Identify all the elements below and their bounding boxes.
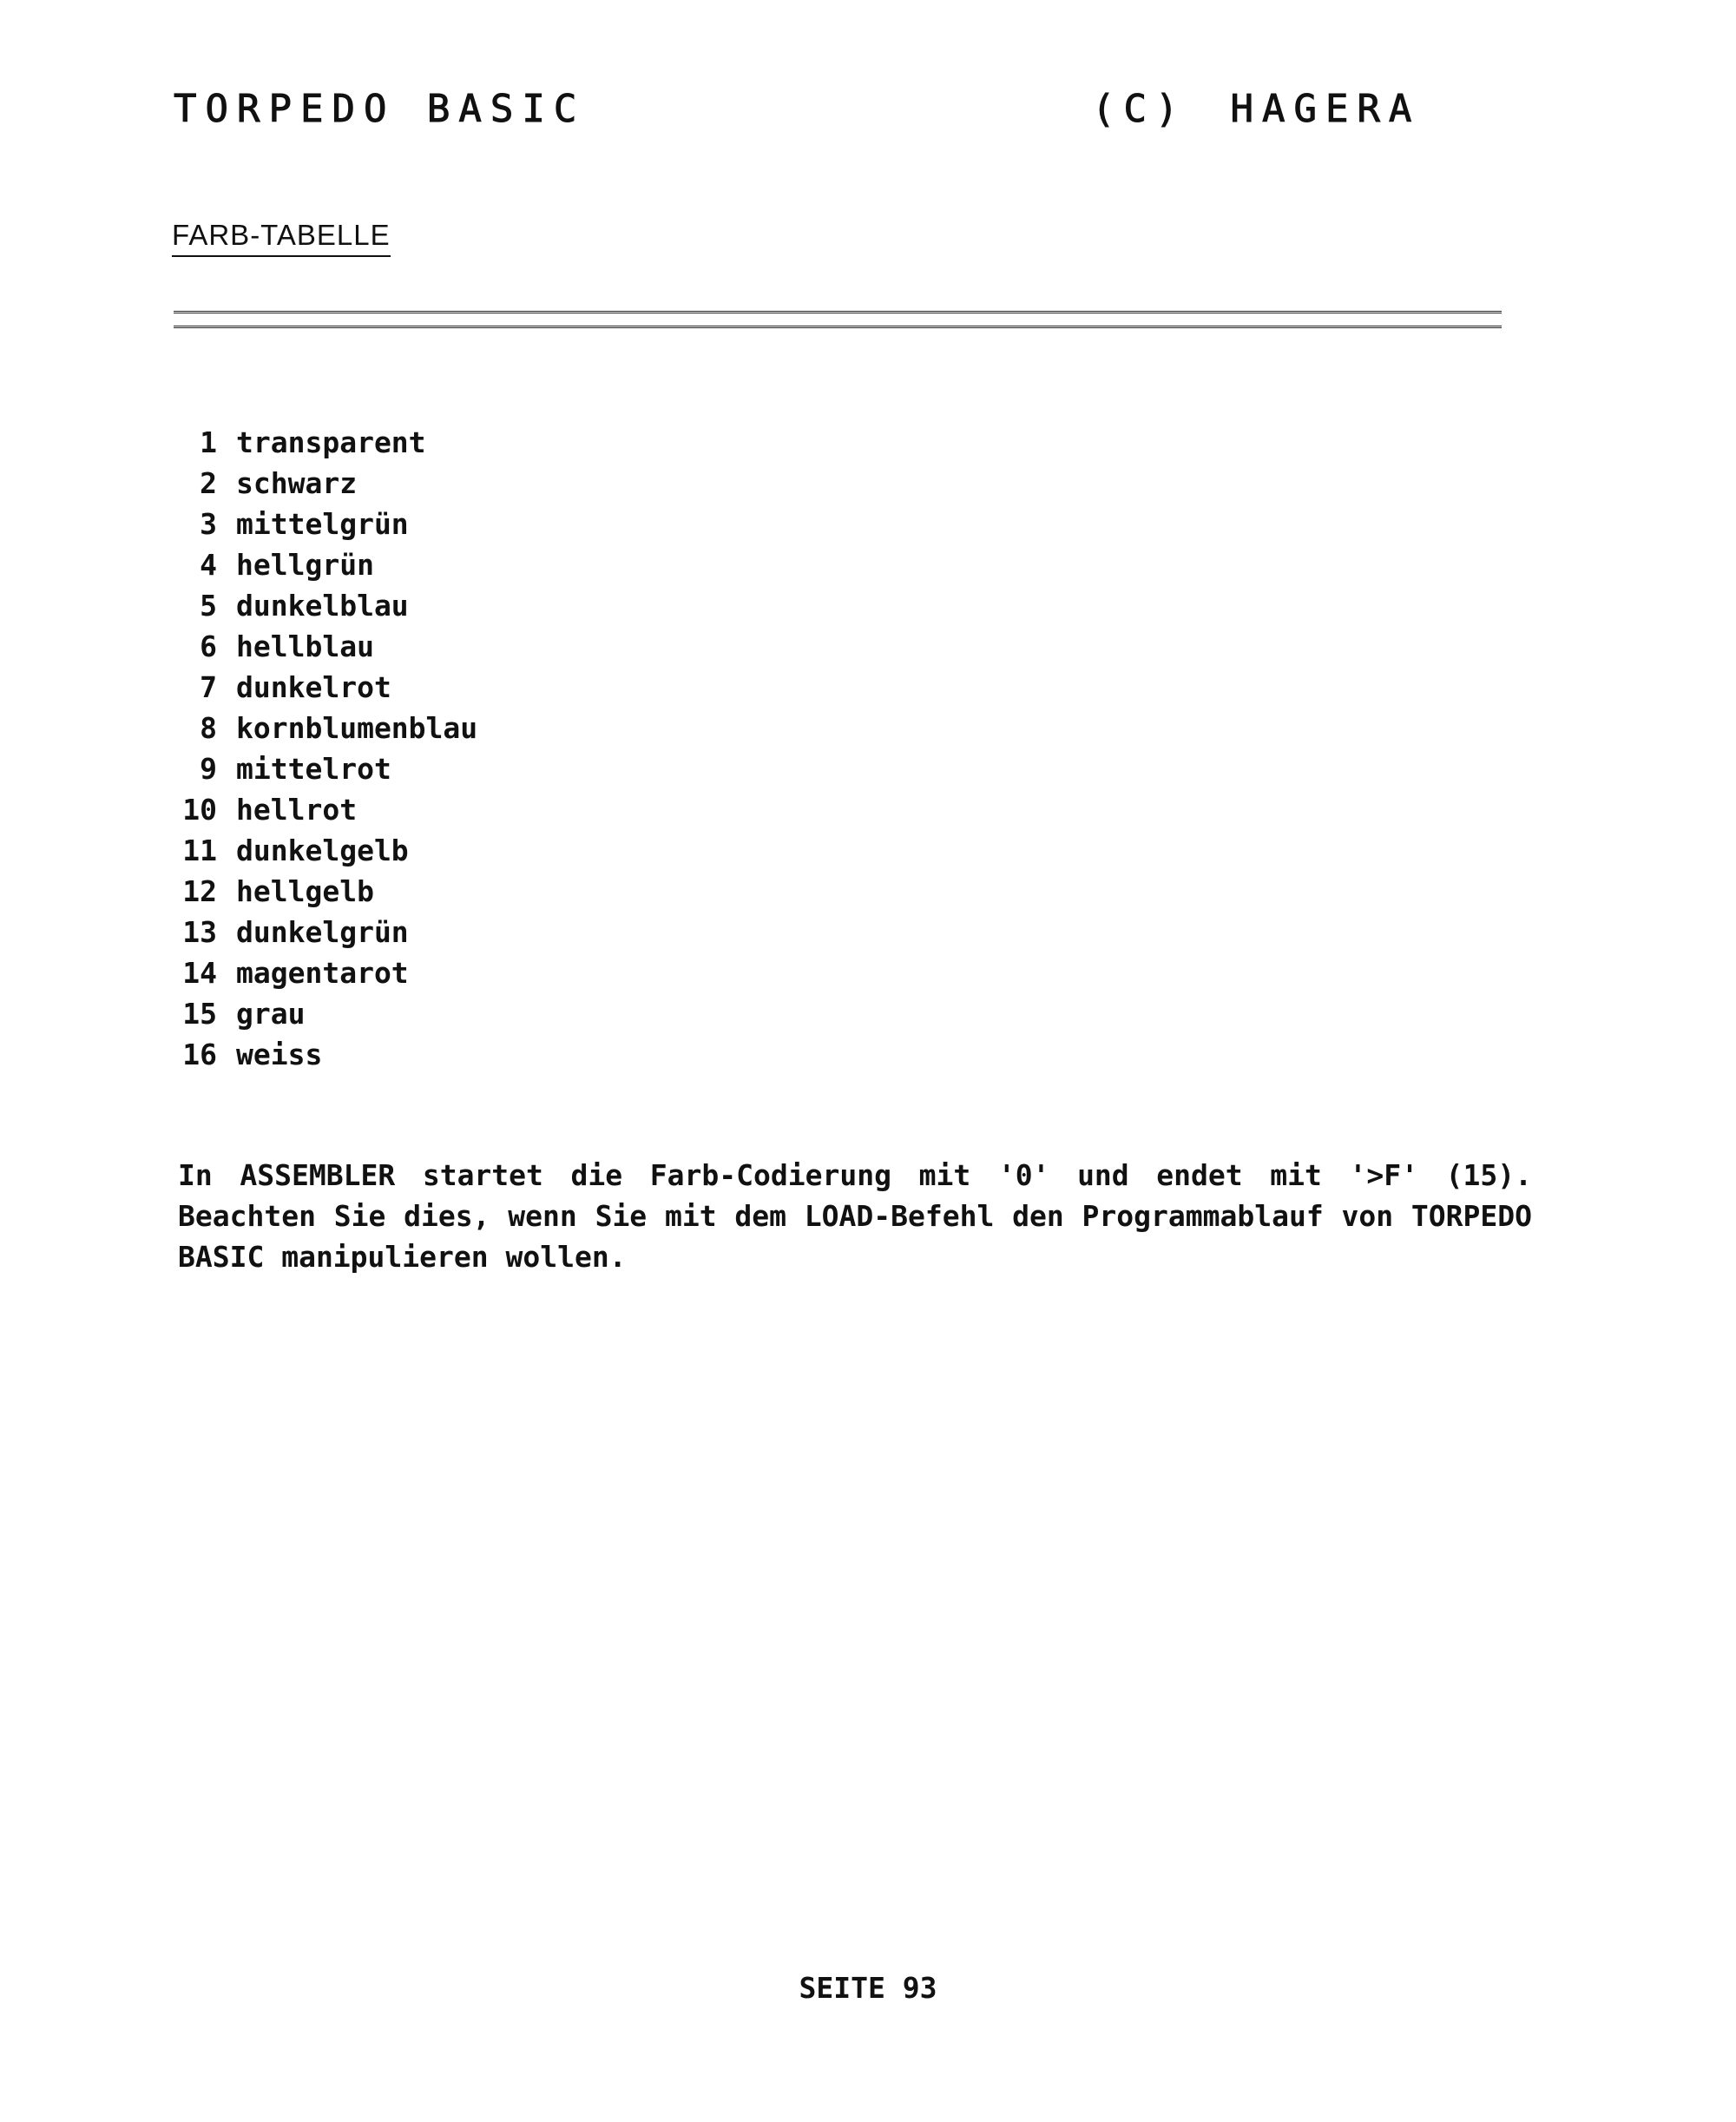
color-number: 3 (200, 507, 217, 541)
color-name: kornblumenblau (236, 711, 478, 745)
color-name: dunkelblau (236, 589, 409, 623)
color-row (174, 871, 477, 912)
color-row (174, 504, 477, 544)
color-row (174, 789, 477, 830)
copyright-line (1092, 87, 1420, 131)
color-row (174, 830, 477, 871)
color-number: 4 (200, 548, 217, 582)
color-row (174, 463, 477, 504)
color-name: dunkelrot (236, 670, 391, 704)
page-number: SEITE 93 (799, 1971, 937, 2005)
color-number: 8 (200, 711, 217, 745)
color-name: hellrot (236, 793, 358, 827)
color-name: dunkelgrün (236, 915, 409, 949)
color-name: magentarot (236, 956, 409, 990)
color-table (174, 422, 477, 1075)
color-number: 11 (182, 834, 217, 867)
color-row (174, 708, 477, 748)
color-row (174, 1034, 477, 1075)
color-name: mittelgrün (236, 507, 409, 541)
color-row (174, 912, 477, 952)
color-name: schwarz (236, 466, 358, 500)
color-name: weiss (236, 1038, 323, 1071)
color-name: hellblau (236, 629, 374, 663)
color-row (174, 952, 477, 993)
color-name: grau (236, 997, 306, 1031)
color-number: 15 (182, 997, 217, 1031)
color-name: hellgelb (236, 874, 374, 908)
color-name: dunkelgelb (236, 834, 409, 867)
color-number: 12 (182, 874, 217, 908)
color-number: 16 (182, 1038, 217, 1071)
color-number: 5 (200, 589, 217, 623)
color-name: hellgrün (236, 548, 374, 582)
color-row (174, 422, 477, 463)
document-title: TORPEDO BASIC (174, 87, 586, 131)
color-number: 6 (200, 629, 217, 663)
section-title: FARB-TABELLE (172, 219, 391, 257)
color-name: transparent (236, 425, 426, 459)
color-row (174, 748, 477, 789)
color-name: mittelrot (236, 752, 391, 786)
color-number: 2 (200, 466, 217, 500)
assembler-note: In ASSEMBLER startet die Farb-Codierung mit '0' und endet mit '>F' (15). Beachten Sie dies, wenn Sie mit dem LOAD-Befehl den Programmablauf von TORPEDO BASIC manipulieren wollen. (178, 1158, 1532, 1274)
color-number: 1 (200, 425, 217, 459)
color-row (174, 667, 477, 708)
color-number: 10 (182, 793, 217, 827)
publisher-name: HAGERA (1230, 87, 1421, 131)
color-number: 13 (182, 915, 217, 949)
color-row (174, 544, 477, 585)
color-row (174, 585, 477, 626)
color-number: 7 (200, 670, 217, 704)
color-row (174, 626, 477, 667)
color-row (174, 993, 477, 1034)
color-number: 9 (200, 752, 217, 786)
color-number: 14 (182, 956, 217, 990)
copyright-mark: (C) (1092, 87, 1187, 131)
divider-rule (174, 311, 1502, 328)
